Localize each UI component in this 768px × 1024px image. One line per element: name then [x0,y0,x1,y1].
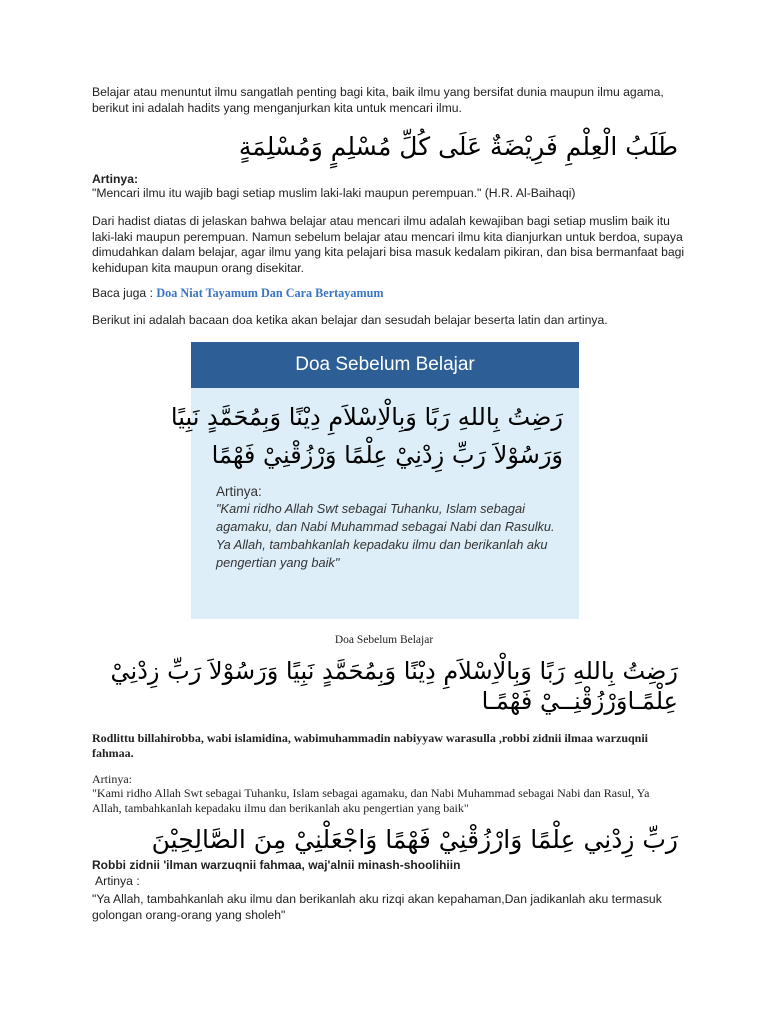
baca-juga-line [92,286,384,301]
hadith-meaning-label: Artinya: [92,172,139,186]
explanation-paragraph: Dari hadist diatas di jelaskan bahwa belajar atau mencari ilmu adalah kewajiban bagi setiap muslim baik itu laki-laki maupun perempuan. Namun sebelum belajar atau mencari ilmu kita dianjurkan untuk berdoa, supaya dimudahkan dalam belajar, agar ilmu yang kita pelajari bisa masuk kedalam pikiran, dan bisa bermanfaat bagi kehidupan kita maupun orang disekitar. [92,214,685,275]
doa2-meaning: "Ya Allah, tambahkanlah aku ilmu dan berikanlah aku rizqi akan kepahaman,Dan jadikanlah aku termasuk golongan orang-orang yang sholeh" [92,892,662,922]
doa1-meaning: "Kami ridho Allah Swt sebagai Tuhanku, Islam sebagai agamaku, dan Nabi Muhammad sebagai Nabi dan Rasul, Ya Allah, tambahkanlah kepadaku ilmu dan berikanlah aku pengertian yang baik" [92,786,650,815]
doa-image-card [170,342,579,619]
hadith-meaning: "Mencari ilmu itu wajib bagi setiap muslim laki-laki maupun perempuan." (H.R. Al-Baihaqi) [92,186,576,200]
doa2-arabic: رَبِّ زِدْنِي عِلْمًا وَارْزُقْنِيْ فَهْمًا وَاجْعَلْنِيْ مِنَ الصَّالِحِيْنَ [151,825,678,854]
baca-juga-label: Baca juga : [92,286,153,300]
doa1-arabic-line-2: عِلْمًـاوَرْزُقْنِــيْ فَهْمًـا [481,687,678,715]
card-arabic-line-2: وَرَسُوْلاَ رَبِّ زِدْنِيْ عِلْمًا وَرْزُقْنِيْ فَهْمًا [211,441,563,469]
doa1-arabic-line-1: رَضِتُ بِاللهِ رَبًا وَبِالْاِسْلاَمِ دِيْنًا وَبِمُحَمَّدٍ نَبِيًا وَرَسُوْلاَ رَبِّ زِدْنِيْ [110,657,678,685]
card-meaning: "Kami ridho Allah Swt sebagai Tuhanku, Islam sebagai agamaku, dan Nabi Muhammad sebagai Nabi dan Rasulku. Ya Allah, tambahkanlah kepadaku ilmu dan berikanlah aku pengertian yang baik" [216,501,555,570]
doa1-meaning-label: Artinya: [92,772,132,786]
doa1-latin: Rodlittu billahirobba, wabi islamidina, wabimuhammadin nabiyyaw warasulla ,robbi zidnii ilmaa warzuqnii fahmaa. [92,731,649,760]
baca-juga-link[interactable]: Doa Niat Tayamum Dan Cara Bertayamum [156,286,384,300]
card-title: Doa Sebelum Belajar [191,342,579,388]
intro-paragraph: Belajar atau menuntut ilmu sangatlah penting bagi kita, baik ilmu yang bersifat dunia maupun ilmu agama, berikut ini adalah hadits yang menganjurkan kita untuk mencari ilmu. [92,85,664,115]
hadith-arabic: طَلَبُ الْعِلْمِ فَرِيْضَةٌ عَلَى كُلِّ مُسْلِمٍ وَمُسْلِمَةٍ [238,132,678,161]
card-meaning-label: Artinya: [216,484,262,499]
doa2-meaning-label: Artinya : [95,874,140,888]
image-caption: Doa Sebelum Belajar [334,634,434,646]
transition-paragraph: Berikut ini adalah bacaan doa ketika akan belajar dan sesudah belajar beserta latin dan artinya. [92,313,608,327]
doa2-latin: Robbi zidnii 'ilman warzuqnii fahmaa, waj'alnii minash-shoolihiin [92,858,461,872]
card-arabic-line-1: رَضِتُ بِاللهِ رَبًا وَبِالْاِسْلاَمِ دِيْنًا وَبِمُحَمَّدٍ نَبِيًا [170,403,563,431]
